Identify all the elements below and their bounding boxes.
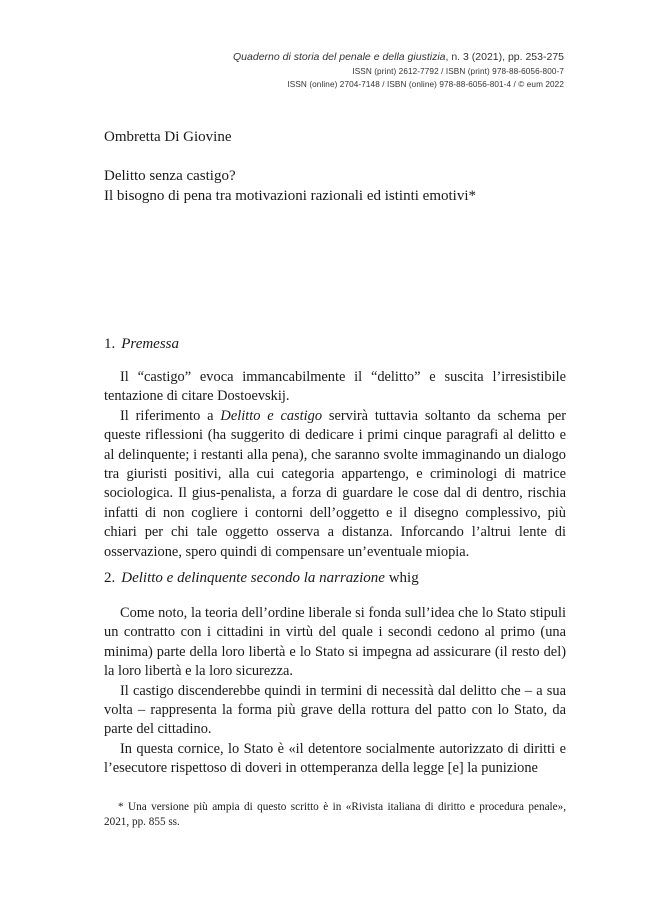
section-2-body	[104, 604, 566, 779]
paragraph: In questa cornice, lo Stato è «il detentore socialmente autorizzato di diritti e l’esecutore rispettoso di doveri in ottemperanza della legge [e] la punizione	[104, 740, 566, 777]
section-2-heading	[104, 570, 419, 587]
section-2-number: 2.	[104, 570, 116, 586]
section-1-heading	[104, 336, 179, 353]
author-name: Ombretta Di Giovine	[104, 129, 232, 145]
section-1-body	[104, 368, 566, 562]
title-line-1: Delitto senza castigo?	[104, 168, 236, 184]
title-line-2: Il bisogno di pena tra motivazioni razionali ed istinti emotivi*	[104, 188, 477, 204]
journal-issue: , n. 3 (2021), pp. 253-275	[445, 51, 564, 63]
book-title: Delitto e castigo	[220, 407, 323, 424]
section-2-title: Delitto e delinquente secondo la narrazione	[121, 570, 385, 586]
journal-citation	[233, 50, 564, 65]
section-1-title: Premessa	[121, 336, 180, 352]
issn-online: ISSN (online) 2704-7148 / ISBN (online) 978-88-6056-801-4 / © eum 2022	[287, 80, 564, 89]
footnote-text: * Una versione più ampia di questo scritto è in «Rivista italiana di diritto e procedura penale», 2021, pp. 855 ss.	[104, 801, 566, 828]
paragraph: Il castigo discenderebbe quindi in termini di necessità dal delitto che – a sua volta – rappresenta la forma più grave della rottura del patto con lo Stato, da parte del cittadino.	[104, 682, 566, 738]
paragraph: Il “castigo” evoca immancabilmente il “delitto” e suscita l’irresistibile tentazione di citare Dostoevskij.	[104, 369, 566, 405]
running-header	[233, 50, 564, 91]
paragraph: Come noto, la teoria dell’ordine liberale si fonda sull’idea che lo Stato stipuli un contratto con i cittadini in virtù del quale i secondi cedono al primo (una minima) parte della loro libertà e lo Stato si impegna ad assicurare (il resto del) la loro libertà e la loro sicurezza.	[104, 605, 566, 680]
footnote	[104, 800, 566, 830]
section-1-number: 1.	[104, 336, 116, 352]
paragraph: Il riferimento a Delitto e castigo servirà tuttavia soltanto da schema per queste riflessioni (ha suggerito di dedicare i primi cinque paragrafi al delitto e al delinquente; i restanti alla pena), che saranno svolte immaginando un dialogo tra giuristi positivi, alla cui categoria appartengo, e criminologi di matrice sociologica. Il gius-penalista, a forza di guardare le cose dal di dentro, rischia infatti di non cogliere i contorni dell’oggetto e il disegno complessivo, più chiari per chi tale oggetto osserva a distanza. Inforcando l’altrui lente di osservazione, spero quindi di compensare un’eventuale miopia.	[104, 407, 567, 560]
section-2-title-rest: whig	[384, 570, 419, 586]
article-title	[104, 166, 476, 206]
journal-name: Quaderno di storia del penale e della giustizia	[233, 51, 446, 63]
issn-print: ISSN (print) 2612-7792 / ISBN (print) 978-88-6056-800-7	[352, 67, 564, 76]
